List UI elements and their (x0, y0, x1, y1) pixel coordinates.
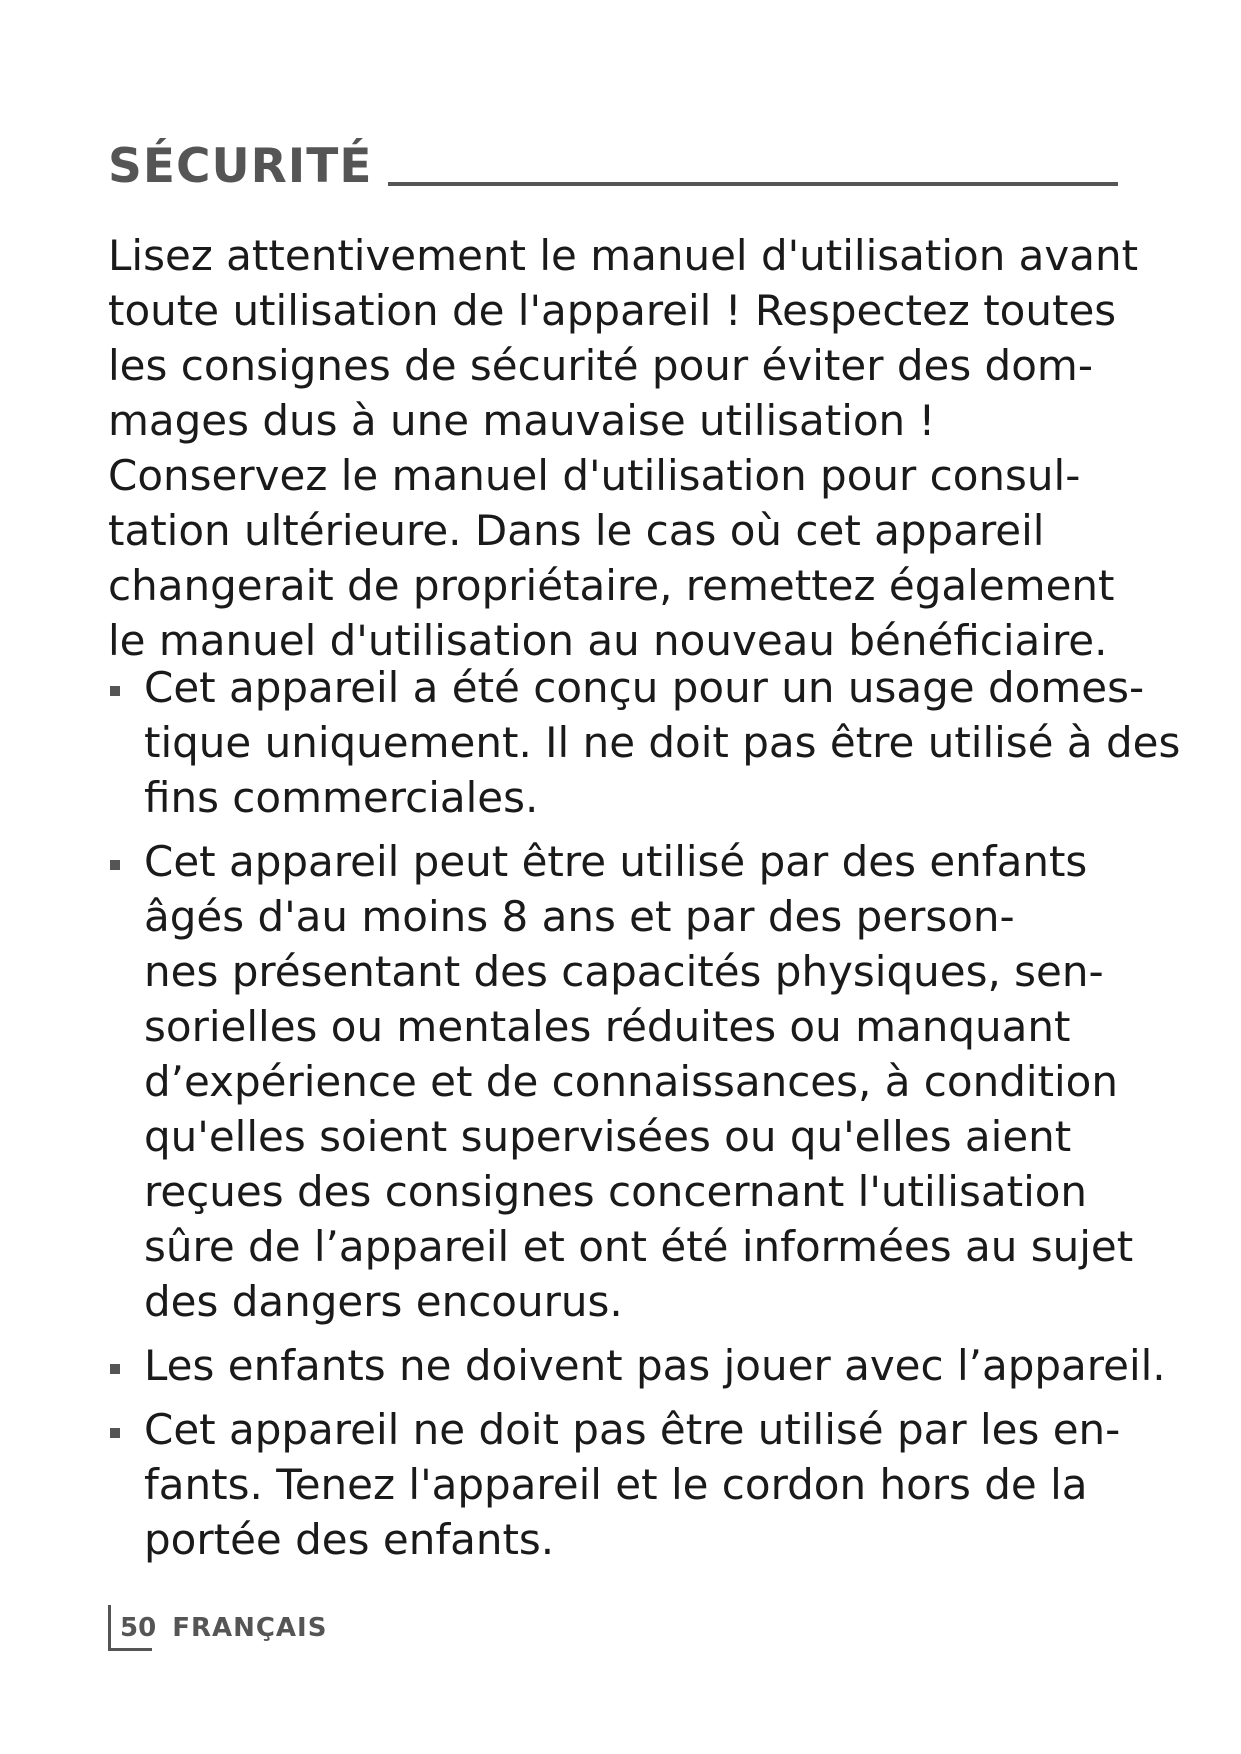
bullet-line: âgés d'au moins 8 ans et par des person- (144, 892, 1015, 941)
intro-line: le manuel d'utilisation au nouveau bénéficiaire. (108, 616, 1108, 665)
intro-paragraph (108, 228, 1148, 668)
bullet-line: nes présentant des capacités physiques, sen- (144, 947, 1104, 996)
section-heading (108, 120, 1118, 194)
heading-underline (388, 182, 1118, 186)
intro-line: changerait de propriétaire, remettez également (108, 561, 1115, 610)
intro-line: les consignes de sécurité pour éviter des dom- (108, 341, 1093, 390)
page-footer (108, 1605, 327, 1651)
safety-bullet-item (108, 1338, 1166, 1393)
intro-line: Conservez le manuel d'utilisation pour consul- (108, 451, 1081, 500)
safety-bullet-item (108, 1402, 1148, 1567)
bullet-line: sûre de l’appareil et ont été informées au sujet (144, 1222, 1134, 1271)
language-label: FRANÇAIS (172, 1613, 328, 1643)
square-bullet-icon (110, 860, 120, 870)
safety-bullet-item (108, 834, 1148, 1329)
intro-line: mages dus à une mauvaise utilisation ! (108, 396, 936, 445)
safety-bullet-item (108, 660, 1181, 825)
bullet-line: qu'elles soient supervisées ou qu'elles aient (144, 1112, 1072, 1161)
square-bullet-icon (110, 686, 120, 696)
bullet-line: d’expérience et de connaissances, à condition (144, 1057, 1118, 1106)
square-bullet-icon (110, 1428, 120, 1438)
bullet-line: tique uniquement. Il ne doit pas être utilisé à des (144, 718, 1181, 767)
safety-bullet-list (108, 660, 1181, 1576)
bullet-line: Cet appareil peut être utilisé par des enfants (144, 837, 1088, 886)
intro-line: tation ultérieure. Dans le cas où cet appareil (108, 506, 1045, 555)
bullet-line: portée des enfants. (144, 1515, 555, 1564)
bullet-line: des dangers encourus. (144, 1277, 623, 1326)
bullet-line: sorielles ou mentales réduites ou manquant (144, 1002, 1071, 1051)
bullet-line: Les enfants ne doivent pas jouer avec l’appareil. (144, 1341, 1166, 1390)
bullet-line: Cet appareil ne doit pas être utilisé par les en- (144, 1405, 1121, 1454)
intro-line: toute utilisation de l'appareil ! Respectez toutes (108, 286, 1117, 335)
page-number: 50 (120, 1613, 157, 1643)
section-title: SÉCURITÉ (108, 139, 373, 194)
bullet-line: Cet appareil a été conçu pour un usage domes- (144, 663, 1145, 712)
bullet-line: reçues des consignes concernant l'utilisation (144, 1167, 1088, 1216)
intro-line: Lisez attentivement le manuel d'utilisation avant (108, 231, 1139, 280)
bullet-line: fants. Tenez l'appareil et le cordon hors de la (144, 1460, 1088, 1509)
bullet-line: fins commerciales. (144, 773, 539, 822)
square-bullet-icon (110, 1364, 120, 1374)
